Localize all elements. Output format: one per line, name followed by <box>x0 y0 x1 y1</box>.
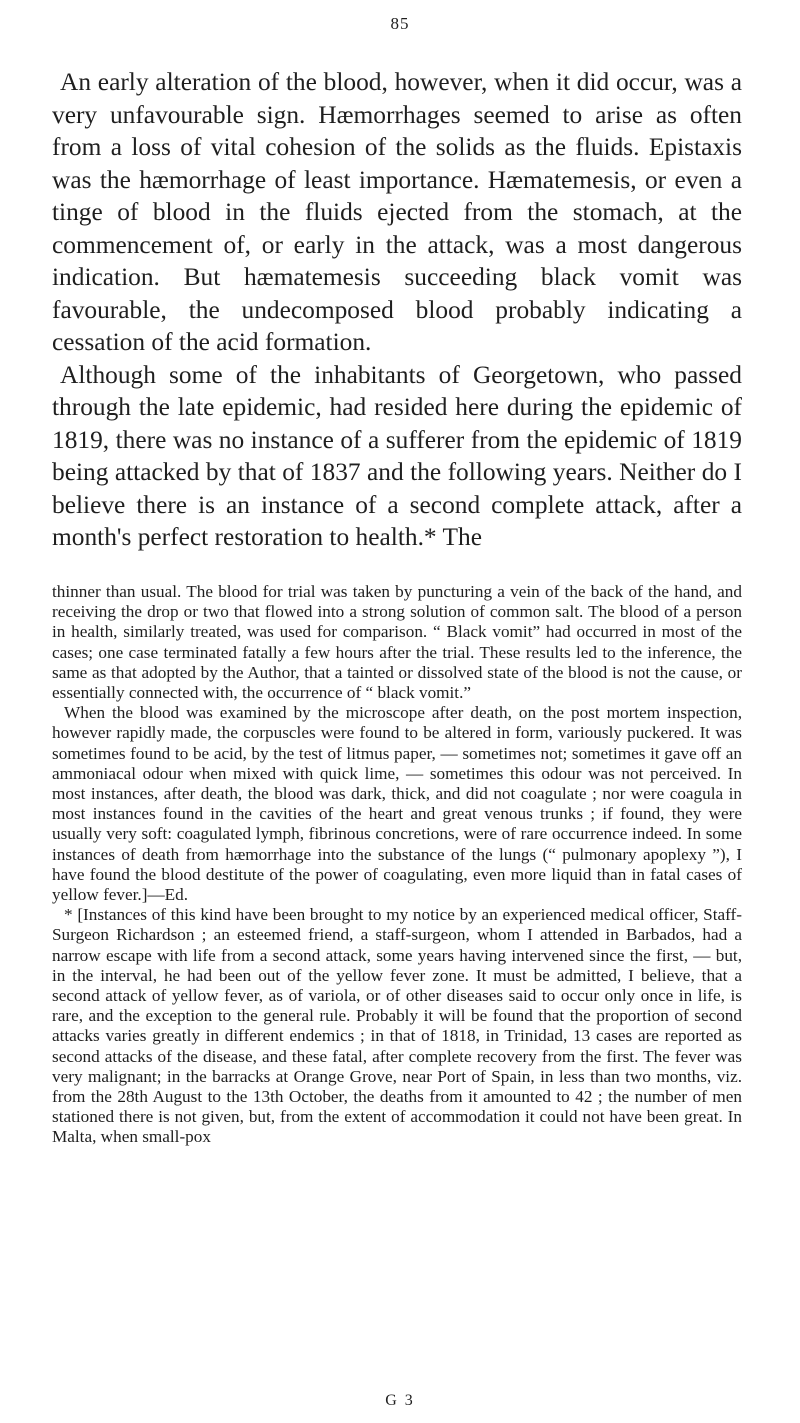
signature-mark: G 3 <box>385 1392 415 1409</box>
footnote-paragraph: thinner than usual. The blood for trial was taken by puncturing a vein of the back of the hand, and receiving the drop or two that flowed into a strong solution of common salt. The blood of a person in health, similarly treated, was used for comparison. “ Black vomit” had occurred in most of the cases; one case terminated fatally a few hours after the trial. These results led to the inference, the same as that adopted by the Author, that a tainted or dissolved state of the blood is not the cause, or essentially connected with, the occurrence of “ black vomit.” <box>52 582 742 703</box>
page-number: 85 <box>390 14 410 33</box>
footnotes <box>52 582 742 1148</box>
footnote-paragraph: * [Instances of this kind have been brought to my notice by an experienced medical officer, Staff-Surgeon Richardson ; an esteemed friend, a staff-surgeon, whom I attended in Barbados, had a narrow escape with life from a second attack, some years having intervened since the first, — but, in the interval, he had been out of the yellow fever zone. It must be admitted, I believe, that a second attack of yellow fever, as of variola, or of other diseases said to occur only once in life, is rare, and the exception to the general rule. Probably it will be found that the proportion of second attacks varies greatly in different endemics ; in that of 1818, in Trinidad, 13 cases are reported as second attacks of the disease, and these fatal, after complete recovery from the first. The fever was very malignant; in the barracks at Orange Grove, near Port of Spain, in less than two months, viz. from the 28th August to the 13th October, the deaths from it amounted to 42 ; the number of men stationed there is not given, but, from the extent of accommodation it could not have been great. In Malta, when small-pox <box>52 905 742 1147</box>
main-paragraph: Although some of the inhabitants of Georgetown, who passed through the late epidemic, had resided here during the epidemic of 1819, there was no instance of a sufferer from the epidemic of 1819 being attacked by that of 1837 and the following years. Neither do I believe there is an instance of a second complete attack, after a month's perfect restoration to health.* The <box>52 360 742 551</box>
footnote-paragraph: When the blood was examined by the microscope after death, on the post mortem inspection, however rapidly made, the corpuscles were found to be altered in form, variously puckered. It was sometimes found to be acid, by the test of litmus paper, — sometimes not; sometimes it gave off an ammoniacal odour when mixed with quick lime, — sometimes this odour was not perceived. In most instances, after death, the blood was dark, thick, and did not coagulate ; nor were coagula in most instances found in the cavities of the heart and great venous trunks ; if found, they were usually very soft: coagulated lymph, fibrinous concretions, were of rare occurrence indeed. In some instances of death from hæmorrhage into the substance of the lungs (“ pulmonary apoplexy ”), I have found the blood destitute of the power of coagulating, even more liquid than in fatal cases of yellow fever.]—Ed. <box>52 703 742 905</box>
main-text <box>52 66 742 554</box>
main-paragraph: An early alteration of the blood, however, when it did occur, was a very unfavourable sign. Hæmorrhages seemed to arise as often from a loss of vital cohesion of the solids as the fluids. Epistaxis was the hæmorrhage of least importance. Hæmatemesis, or even a tinge of blood in the fluids ejected from the stomach, at the commencement of, or early in the attack, was a most dangerous indication. But hæmatemesis succeeding black vomit was favourable, the undecomposed blood probably indicating a cessation of the acid formation. <box>52 68 742 356</box>
